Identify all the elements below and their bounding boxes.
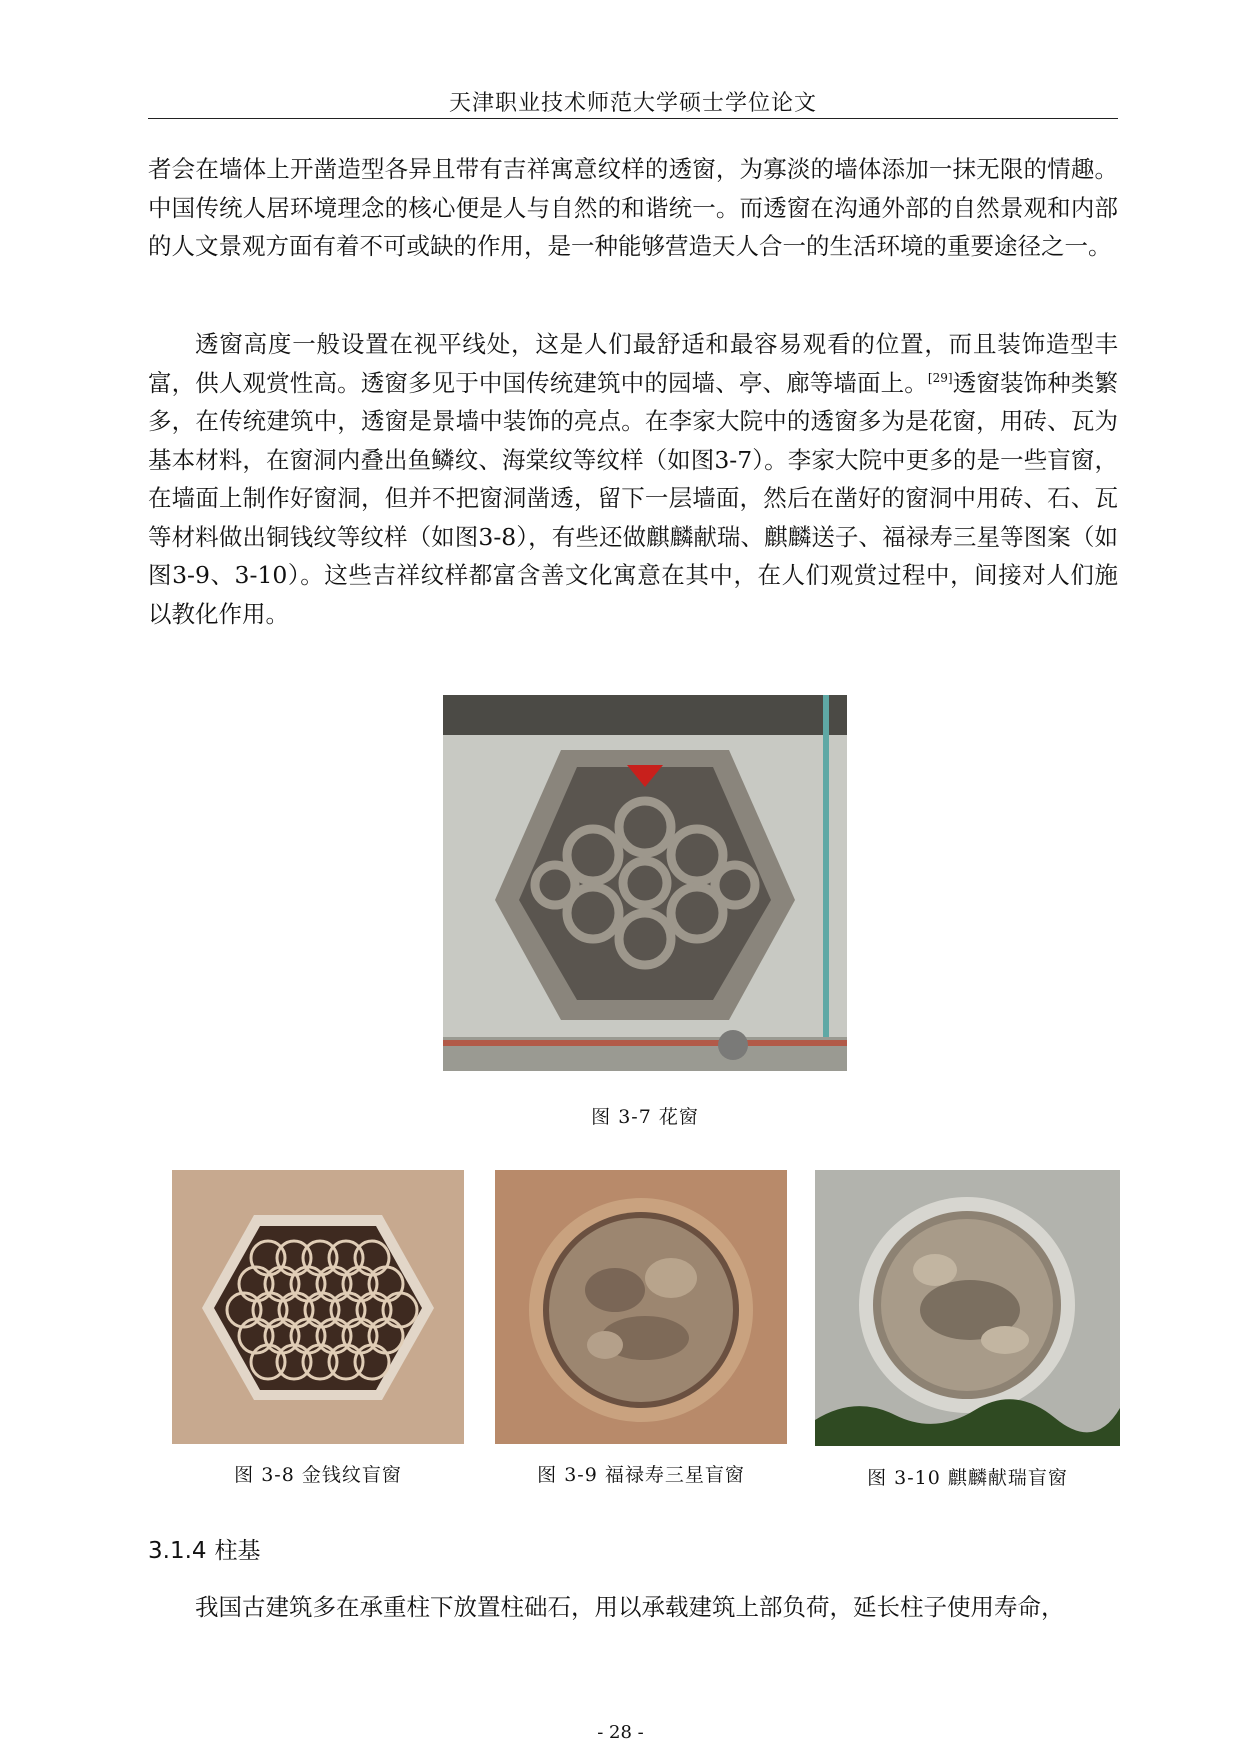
paragraph-2-part-b: 透窗装饰种类繁多，在传统建筑中，透窗是景墙中装饰的亮点。在李家大院中的透窗多为是花窗，用砖、瓦为基本材料，在窗洞内叠出鱼鳞纹、海棠纹等纹样（如图3-7）。李家大院中更多的是一些盲窗，在墙面上制作好窗洞，但并不把窗洞凿透，留下一层墙面，然后在凿好的窗洞中用砖、石、瓦等材料做出铜钱纹等纹样（如图3-8），有些还做麒麟献瑞、麒麟送子、福禄寿三星等图案（如图3-9、3-10）。这些吉祥纹样都富含善文化寓意在其中，在人们观赏过程中，间接对人们施以教化作用。 (148, 368, 1119, 628)
figure-3-9-image (495, 1170, 787, 1444)
figure-3-7-caption: 图 3-7 花窗 (591, 1106, 699, 1128)
figure-3-9-caption: 图 3-9 福禄寿三星盲窗 (537, 1464, 745, 1486)
paragraph-2-part-a: 透窗高度一般设置在视平线处，这是人们最舒适和最容易观看的位置，而且装饰造型丰富，供人观赏性高。透窗多见于中国传统建筑中的园墙、亭、廊等墙面上。 (148, 330, 1118, 397)
figure-3-10-caption: 图 3-10 麒麟献瑞盲窗 (867, 1467, 1068, 1489)
paragraph-1: 者会在墙体上开凿造型各异且带有吉祥寓意纹样的透窗，为寡淡的墙体添加一抹无限的情趣。中国传统人居环境理念的核心便是人与自然的和谐统一。而透窗在沟通外部的自然景观和内部的人文景观方面有着不可或缺的作用，是一种能够营造天人合一的生活环境的重要途径之一。 (148, 155, 1118, 260)
figure-3-10-image (815, 1170, 1120, 1446)
page-number: - 28 - (597, 1722, 644, 1743)
section-number: 3.1.4 (148, 1538, 207, 1564)
figure-3-7-image (443, 695, 847, 1071)
header-rule (148, 118, 1118, 119)
paragraph-3: 我国古建筑多在承重柱下放置柱础石，用以承载建筑上部负荷，延长柱子使用寿命， (195, 1593, 1065, 1621)
section-heading (148, 1532, 261, 1565)
figure-3-8-image (172, 1170, 464, 1444)
paragraph-2 (148, 325, 1118, 633)
citation-ref[interactable]: [29] (927, 370, 953, 385)
running-header: 天津职业技术师范大学硕士学位论文 (448, 91, 817, 116)
section-title: 柱基 (214, 1538, 261, 1564)
figure-3-8-caption: 图 3-8 金钱纹盲窗 (234, 1464, 402, 1486)
